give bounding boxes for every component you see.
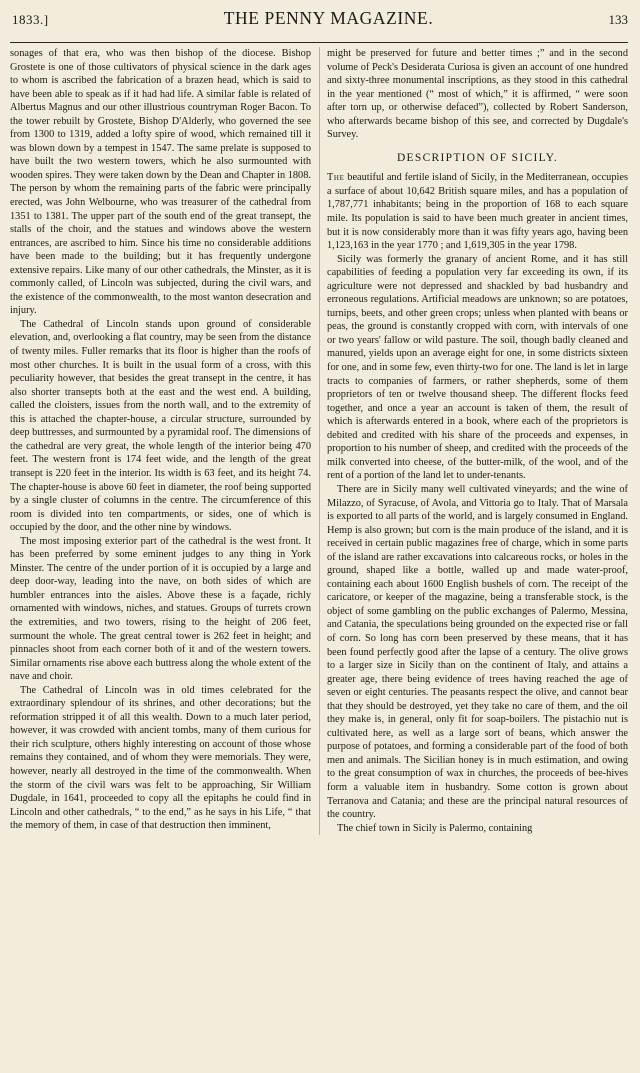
paragraph: Sicily was formerly the granary of ancient Rome, and it has still capabilities of feeding a population very far exceeding its own, if its agriculture were not depressed and shackled by bad husbandry and erroneous regulations. Artificial meadows are unknown; so are potatoes, turnips, beets, and other green crops; unless when planted with beans or peas, the ground is constantly cropped with corn, with intervals of one or two years' fallow or wild pasture. The soil, though badly cleaned and manured, yields upon an average eight for one, in some districts sixteen for one, and in some few, even thirty-two for one. The land is let in large tracts to companies of farmers, or rather shepherds, some of them proprietors of ten or twelve thousand sheep. The different flocks feed together, and once a year an account is taken of them, the result of which is afterwards entered in a book, where each of the proprietors is debited and credited with his share of the proceeds and expenses, in proportion to his number of sheep, and credited with the proceeds of the milk converted into cheese, of the butter-milk, of the wool, and of the rent of a portion of the land let to under-tenants. — [327, 253, 628, 482]
header-rule — [10, 42, 628, 43]
paragraph: The chief town in Sicily is Palermo, containing — [337, 822, 533, 834]
paragraph: might be preserved for future and better times ;” and in the second volume of Peck's Desiderata Curiosa is given an account of one hundred and sixty-three monumental inscriptions, as they stood in this cathedral in the year mentioned (“ most of which,” it is affirmed, “ were soon after torn up, or otherwise defaced”), collected by Robert Sanderson, who afterwards became bishop of this see, and corrected by Dugdale's Survey. — [327, 48, 628, 141]
right-column — [327, 47, 628, 835]
issue-date: 1833.] — [12, 12, 49, 27]
paragraph: The Cathedral of Lincoln stands upon ground of considerable elevation, and, overlooking a flat country, may be seen from the distance of twenty miles. Fuller remarks that its floor is higher than the roofs of most other churches. It is built in the usual form of a cross, with this peculiarity however, that besides the great transept in the centre, it has also shorter transepts both at the east and the west end. A building, called the cloisters, issues from the north wall, and to the extremity of this is attached the chapter-house, a circular structure, surrounded by deep buttresses, and surmounted by a pyramidal roof. The dimensions of the cathedral are very great, the whole length of the interior being 470 feet. The western front is 174 feet wide, and the length of the great transept is 220 feet in the interior. Its width is 63 feet, and its height 74. The chapter-house is above 60 feet in diameter, the roof being supported by a single cluster of columns in the centre. The circumference of this room is divided into ten compartments, or sides, one of which is occupied by the door, and the other nine by windows. — [10, 318, 311, 534]
column-divider — [319, 47, 320, 835]
running-head — [10, 8, 628, 36]
section-title: DESCRIPTION OF SICILY. — [396, 151, 559, 164]
lead-word: The — [327, 172, 345, 184]
left-column — [10, 47, 311, 835]
paragraph: There are in Sicily many well cultivated vineyards; and the wine of Milazzo, of Syracuse, of Avola, and Vittoria go to Italy. That of Marsala is exported to all parts of the world, and is largely consumed in England. Hemp is also grown; but corn is the main produce of the island, and it is received in certain public magazines free of charge, which in some parts of the island are rather excavations into calcareous rocks, or holes in the ground, shaped like a bottle, walled up and made water-proof, containing each about 1600 English bushels of corn. The receipt of the caricatore, or keeper of the magazine, being a transferable stock, is the object of some gambling on the public exchanges of Palermo, Messina, and Catania, the speculations being grounded on the expected rise or fall of corn. So long has corn been preserved by these means, that it has been found perfectly good after the lapse of a century. The olive grows to a larger size in Sicily than on the continent of Italy, and attains a greater age, there being evidence of trees having reached the age of seven or eight centuries. The peasants respect the olive, and cannot bear that they should be destroyed, yet they take no care of them, and the oil they make is, in general, only fit for soap-boilers. The pistachio nut is cultivated here, as well as a large sort of beans, which answer the purpose of potatoes, and forming a considerable part of the food of both men and animals. The Sicilian honey is in much estimation, and owing to the great consumption of wax in churches, the proceeds of bee-hives form a valuable item in husbandry. Some cotton is grown about Terranova and Catania; and these are the principal natural resources of the country. — [327, 483, 628, 821]
magazine-title: THE PENNY MAGAZINE. — [223, 8, 434, 28]
paragraph — [327, 171, 628, 252]
paragraph: sonages of that era, who was then bishop of the diocese. Bishop Grostete is one of those cultivators of physical science in the dark ages to whom is ascribed the fabrication of a brazen head, which is said to have been able to speak as if it had had life. A similar fable is related of Albertus Magnus and our other illustrious countryman Roger Bacon. To the tower rebuilt by Grostete, Bishop D'Alderly, who governed the see from 1300 to 1319, added a lofty spire of wood, which remained till it was blown down by a tempest in 1547. The same prelate is supposed to have built the two western towers, which he also surmounted with wooden spires. They were taken down by the Dean and Chapter in 1808. The person by whom the remaining parts of the fabric were principally erected, was John Welbourne, who was treasurer of the cathedral from 1351 to 1381. The upper part of the south end of the great transept, the stalls of the choir, and the statues and windows above the western entrances, are ascribed to him. Since his time no considerable additions have been made to the building; but it has frequently undergone extensive repairs. Like many of our other cathedrals, the Minster, as it is commonly called, of Lincoln was subjected, during the civil wars, and the existence of the commonwealth, to the most wanton desecration and injury. — [10, 48, 311, 317]
text-columns — [10, 47, 628, 835]
page-number: 133 — [608, 12, 628, 27]
paragraph: The Cathedral of Lincoln was in old times celebrated for the extraordinary splendour of its shrines, and other decorations; but the reformation stripped it of all this wealth. Down to a much later period, however, it was crowded with ancient tombs, many of them curious for their rich sculpture, others highly interesting on account of those whose remains they contained, and of whom they were memorials. They were, however, nearly all destroyed in the time of the commonwealth. When the storm of the civil wars was felt to be approaching, Sir William Dugdale, in 1641, proceeded to copy all the epitaphs he could find in Lincoln and other cathedrals, “ to the end,” as he says in his Life, “ that the memory of them, in case of that destruction then imminent, — [10, 684, 311, 832]
lead-paragraph-text: beautiful and fertile island of Sicily, in the Mediterranean, occupies a surface of about 10,642 British square miles, and has a population of 1,787,771 inhabitants; being in the proportion of 168 to each square mile. Its population is said to have been much greater in ancient times, but it is now considerably more than it was fifty years ago, having been 1,123,163 in the year 1770 ; and 1,619,305 in the year 1798. — [327, 172, 628, 252]
paragraph: The most imposing exterior part of the cathedral is the west front. It has been preferred by some eminent judges to any thing in York Minster. The centre of the under portion of it is occupied by a large and deep door-way, leading into the nave, on both sides of which are humbler entrances into the aisles. Above these is a façade, richly ornamented with windows, niches, and statues. Groups of turrets crown the extremities, and two towers, rising to the height of 206 feet, surmount the whole. The great central tower is 262 feet in height; and pinnacles shoot from each corner both of it and of the western towers. Similar ornaments rise above each buttress along the whole extent of the nave and choir. — [10, 535, 311, 683]
